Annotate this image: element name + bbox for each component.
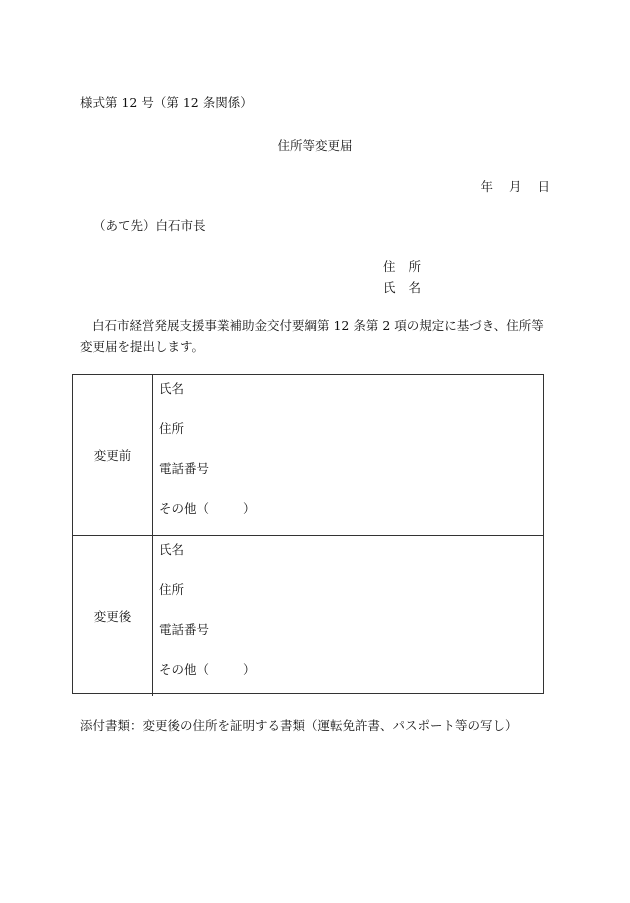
after-phone-field[interactable]: 電話番号 [159,622,210,637]
date-year-label: 年 [480,179,493,194]
form-number: 様式第 12 号（第 12 条関係） [80,95,253,110]
before-name-field[interactable]: 氏名 [159,381,185,396]
change-table [72,374,544,694]
after-other-field[interactable]: その他（ ） [159,662,256,677]
date-day-label: 日 [537,179,550,194]
before-address-field[interactable]: 住所 [159,421,185,436]
attachments-note: 添付書類：変更後の住所を証明する書類（運転免許書、パスポート等の写し） [80,718,518,733]
applicant-address-label: 住 所 [383,259,422,274]
before-phone-field[interactable]: 電話番号 [159,461,210,476]
body-text: 白石市経営発展支援事業補助金交付要綱第 12 条第 2 項の規定に基づき、住所等変更届を提出します。 [80,318,544,354]
section-before-label: 変更前 [73,375,153,535]
section-after-label: 変更後 [73,536,153,696]
addressee: （あて先）白石市長 [93,218,206,233]
applicant-name-label: 氏 名 [383,280,422,295]
document-title: 住所等変更届 [277,138,353,153]
section-before [73,375,543,535]
applicant-block [383,256,421,298]
after-name-field[interactable]: 氏名 [159,542,185,557]
before-other-field[interactable]: その他（ ） [159,501,256,516]
after-address-field[interactable]: 住所 [159,582,185,597]
section-after [73,535,543,696]
date-month-label: 月 [508,179,522,194]
date-line [480,177,550,195]
